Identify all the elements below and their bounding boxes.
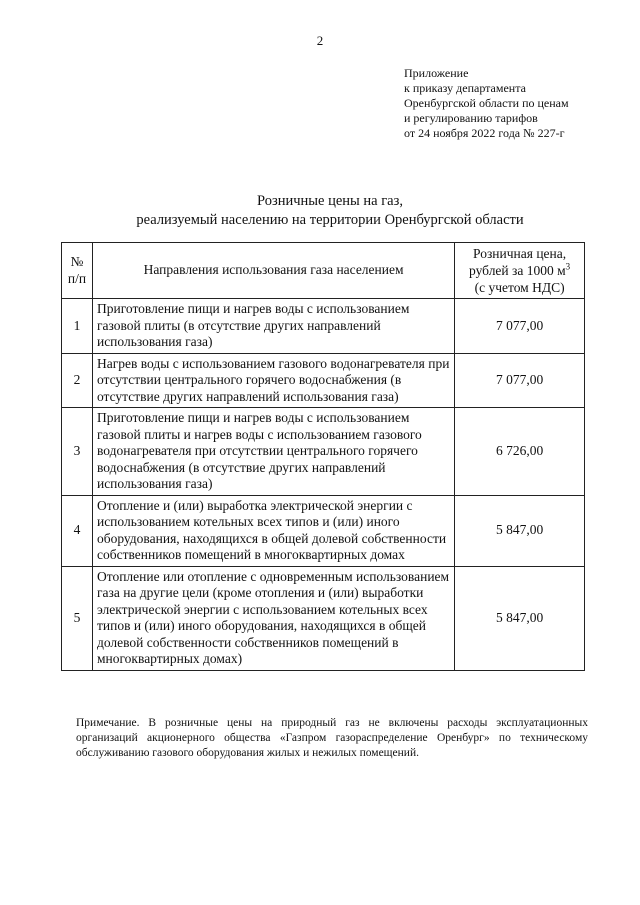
header-price [455, 243, 585, 299]
row-price: 5 847,00 [455, 566, 585, 670]
appendix-block [404, 66, 569, 141]
table-row [62, 408, 585, 496]
row-price: 7 077,00 [455, 353, 585, 408]
row-direction: Приготовление пищи и нагрев воды с использованием газовой плиты и нагрев воды с использованием газового водонагревателя при отсутствии центрального горячего водоснабжения (в отсутствие других направлений использования газа) [92, 408, 454, 496]
header-price-line-3: (с учетом НДС) [474, 280, 565, 295]
row-direction: Приготовление пищи и нагрев воды с использованием газовой плиты (в отсутствие других направлений использования газа) [92, 299, 454, 354]
header-number [62, 243, 93, 299]
title-line-2: реализуемый населению на территории Оренбургской области [136, 212, 524, 228]
header-number-symbol: № [70, 254, 84, 269]
footnote-text: Примечание. В розничные цены на природный газ не включены расходы эксплуатационных организаций акционерного общества «Газпром газораспределение Оренбург» по техническому обслуживанию газового оборудования жилых и нежилых помещений. [76, 717, 588, 759]
price-table [61, 242, 585, 671]
row-number: 4 [62, 495, 93, 566]
row-number: 3 [62, 408, 93, 496]
header-price-line-2 [459, 262, 580, 279]
table-row [62, 353, 585, 408]
row-price: 5 847,00 [455, 495, 585, 566]
table-row [62, 566, 585, 670]
page-number: 2 [316, 33, 324, 48]
row-number: 5 [62, 566, 93, 670]
row-number: 2 [62, 353, 93, 408]
title-line-1: Розничные цены на газ, [257, 193, 403, 209]
appendix-line: от 24 ноября 2022 года № 227-г [404, 126, 565, 140]
header-price-unit: рублей за 1000 м [469, 263, 566, 278]
table-header-row [62, 243, 585, 299]
appendix-line: Приложение [404, 66, 469, 80]
header-price-line-1: Розничная цена, [473, 246, 567, 261]
table-row [62, 495, 585, 566]
appendix-line: к приказу департамента [404, 81, 526, 95]
row-direction: Отопление и (или) выработка электрической энергии с использованием котельных всех типов и (или) иного оборудования, находящихся в общей долевой собственности собственников помещений в многоквартирных домах [92, 495, 454, 566]
header-number-abbr: п/п [67, 270, 87, 286]
row-direction: Отопление или отопление с одновременным использованием газа на другие цели (кроме отопления и (или) выработки электрической энергии с использованием котельных всех типов и (или) иного оборудования, находящихся в общей долевой собственности собственников помещений в многоквартирных домах) [92, 566, 454, 670]
appendix-line: и регулированию тарифов [404, 111, 538, 125]
row-price: 7 077,00 [455, 299, 585, 354]
appendix-line: Оренбургской области по ценам [404, 96, 569, 110]
row-number: 1 [62, 299, 93, 354]
row-price: 6 726,00 [455, 408, 585, 496]
table-row [62, 299, 585, 354]
row-direction: Нагрев воды с использованием газового водонагревателя при отсутствии центрального горячего водоснабжения (в отсутствие других направлений использования газа) [92, 353, 454, 408]
document-title [0, 192, 640, 230]
footnote [76, 716, 588, 761]
header-price-superscript: 3 [565, 261, 571, 272]
header-direction: Направления использования газа населением [92, 243, 454, 299]
